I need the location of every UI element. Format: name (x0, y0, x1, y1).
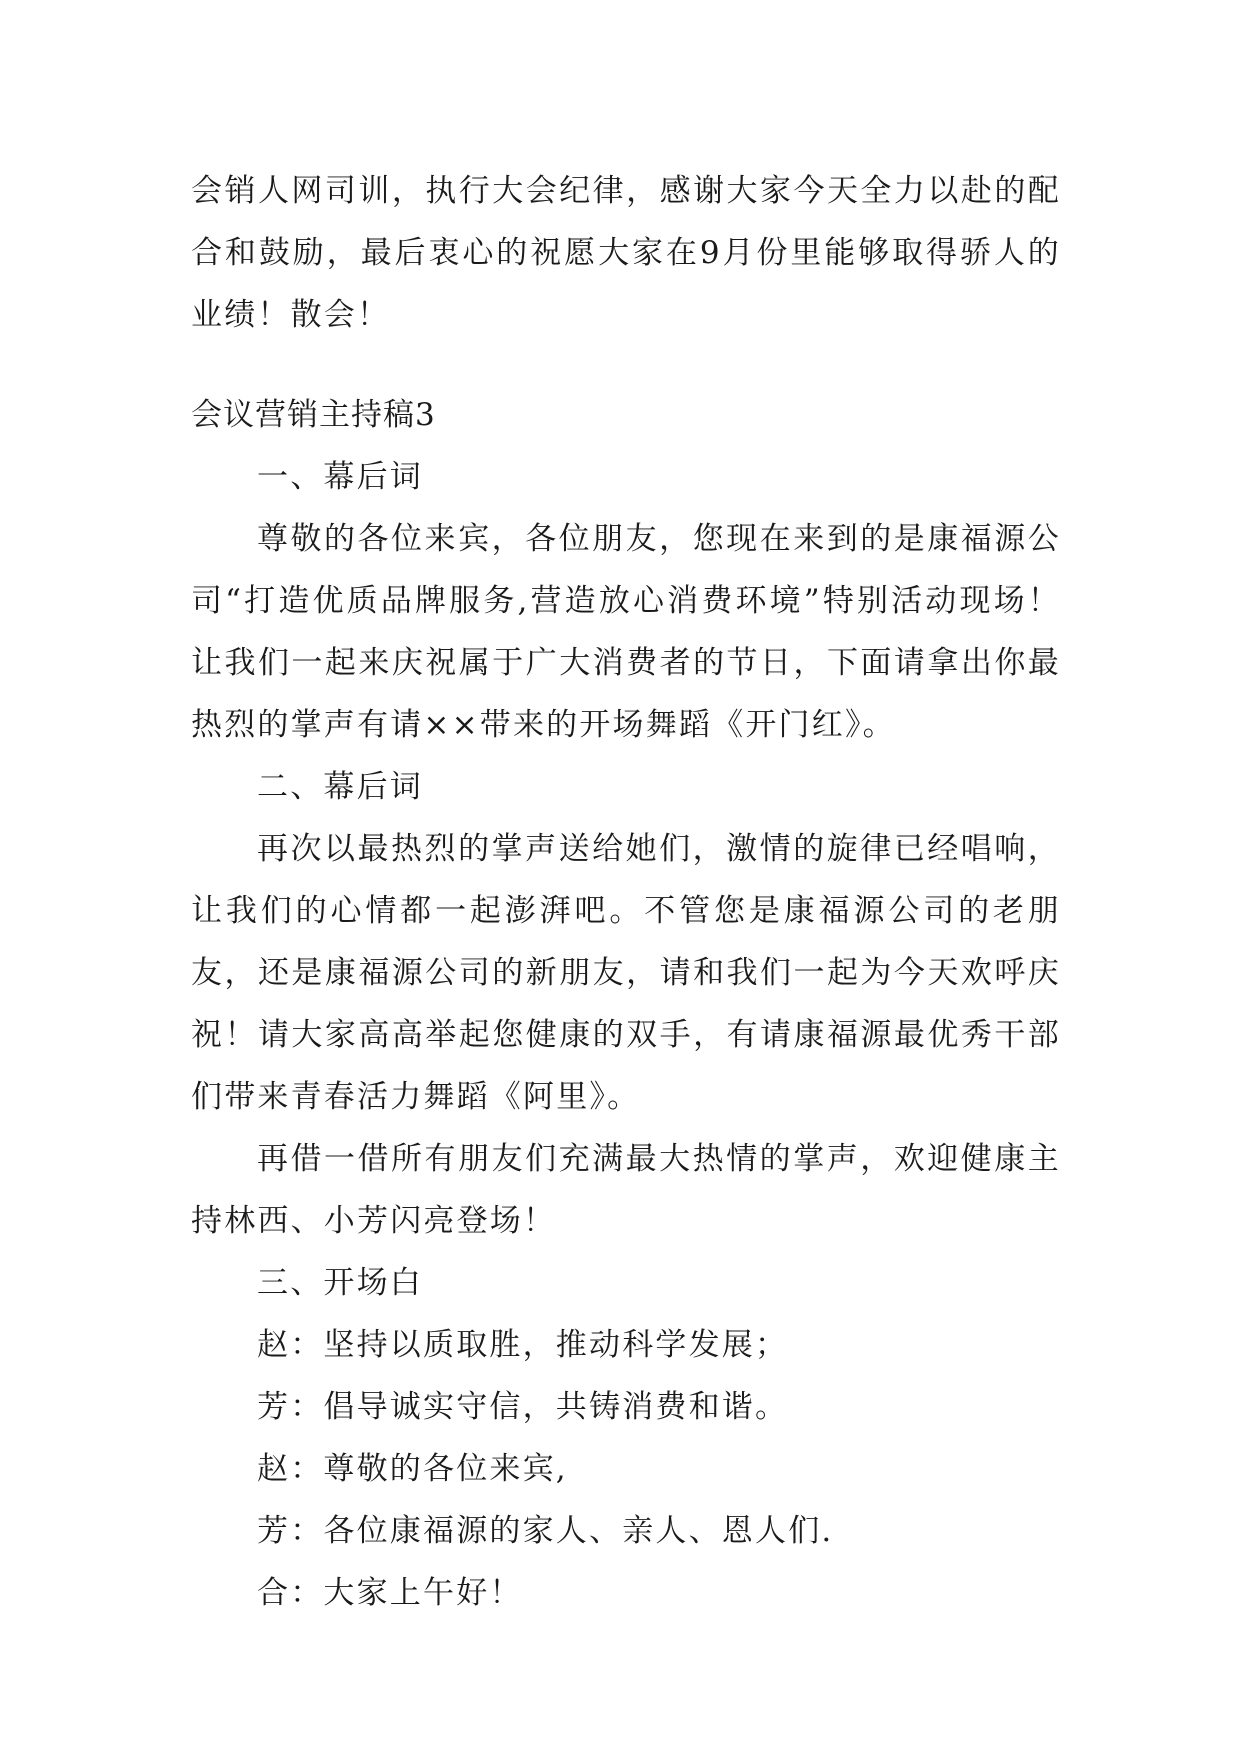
dialogue-line: 赵：坚持以质取胜，推动科学发展； (257, 1327, 789, 1363)
heading-behind-scenes-1: 一、幕后词 (257, 459, 423, 495)
section-spacer (191, 346, 1061, 384)
dialogue-line: 合：大家上午好！ (257, 1575, 523, 1611)
paragraph-applause: 再次以最热烈的掌声送给她们，激情的旋律已经唱响，让我们的心情都一起澎湃吧。不管您是康福源公司的老朋友，还是康福源公司的新朋友，请和我们一起为今天欢呼庆祝！请大家高高举起您健康的双手，有请康福源最优秀干部们带来青春活力舞蹈《阿里》。 (191, 831, 1061, 1115)
section-title: 会议营销主持稿3 (191, 397, 436, 433)
dialogue-line: 赵：尊敬的各位来宾, (257, 1451, 568, 1487)
dialogue-line: 芳：倡导诚实守信，共铸消费和谐。 (257, 1389, 789, 1425)
dialogue-line: 芳：各位康福源的家人、亲人、恩人们. (257, 1513, 834, 1549)
heading-opening: 三、开场白 (257, 1265, 423, 1301)
paragraph-host-intro: 再借一借所有朋友们充满最大热情的掌声，欢迎健康主持林西、小芳闪亮登场！ (191, 1141, 1061, 1239)
heading-behind-scenes-2: 二、幕后词 (257, 769, 423, 805)
paragraph-welcome: 尊敬的各位来宾，各位朋友，您现在来到的是康福源公司“打造优质品牌服务,营造放心消费环境”特别活动现场！让我们一起来庆祝属于广大消费者的节日，下面请拿出你最热烈的掌声有请××带来的开场舞蹈《开门红》。 (191, 521, 1061, 743)
document-page (191, 160, 1061, 1624)
intro-paragraph: 会销人网司训，执行大会纪律，感谢大家今天全力以赴的配合和鼓励，最后衷心的祝愿大家在9月份里能够取得骄人的业绩！散会！ (191, 173, 1061, 333)
